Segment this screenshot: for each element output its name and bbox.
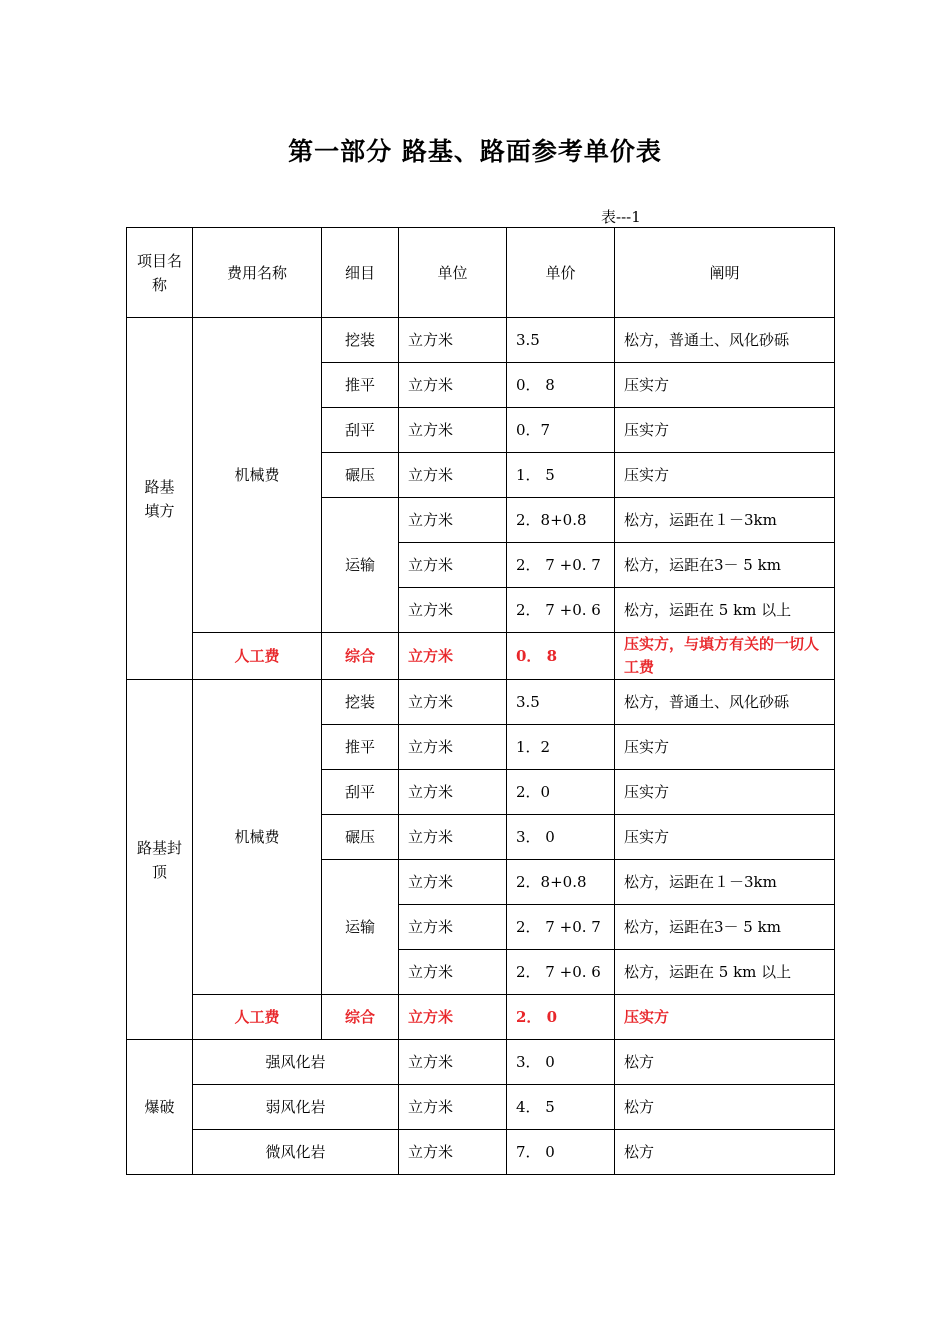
labor-row bbox=[127, 633, 835, 680]
unit-cell: 立方米 bbox=[399, 498, 507, 543]
item-cell: 刮平 bbox=[322, 770, 399, 815]
note-cell: 压实方，与填方有关的一切人工费 bbox=[615, 633, 835, 680]
unit-cell: 立方米 bbox=[399, 453, 507, 498]
unit-cell: 立方米 bbox=[399, 1040, 507, 1085]
price-cell: 0． 8 bbox=[507, 633, 615, 680]
note-cell: 压实方 bbox=[615, 815, 835, 860]
header-cost-name: 费用名称 bbox=[193, 228, 322, 318]
price-cell: 0．7 bbox=[507, 408, 615, 453]
price-cell: 3.5 bbox=[507, 680, 615, 725]
unit-cell: 立方米 bbox=[399, 1085, 507, 1130]
note-cell: 压实方 bbox=[615, 995, 835, 1040]
header-item: 细目 bbox=[322, 228, 399, 318]
item-cell: 刮平 bbox=[322, 408, 399, 453]
note-cell: 松方，普通土、风化砂砾 bbox=[615, 318, 835, 363]
unit-cell: 立方米 bbox=[399, 770, 507, 815]
price-cell: 2．8+0.8 bbox=[507, 860, 615, 905]
unit-cell: 立方米 bbox=[399, 680, 507, 725]
table-number: 表---1 bbox=[601, 208, 641, 226]
note-cell: 压实方 bbox=[615, 453, 835, 498]
transport-label: 运输 bbox=[322, 498, 399, 633]
price-cell: 4． 5 bbox=[507, 1085, 615, 1130]
header-note: 阐明 bbox=[615, 228, 835, 318]
note-cell: 松方 bbox=[615, 1130, 835, 1175]
note-cell: 松方，运距在3－ 5 km bbox=[615, 543, 835, 588]
price-cell: 2． 7 +0. 7 bbox=[507, 905, 615, 950]
unit-cell: 立方米 bbox=[399, 905, 507, 950]
unit-cell: 立方米 bbox=[399, 860, 507, 905]
labor-cost-label: 人工费 bbox=[193, 633, 322, 680]
note-cell: 松方，运距在3－ 5 km bbox=[615, 905, 835, 950]
machine-cost-label: 机械费 bbox=[193, 318, 322, 633]
note-cell: 压实方 bbox=[615, 725, 835, 770]
project-fill: 路基 填方 bbox=[127, 318, 193, 680]
header-row bbox=[127, 228, 835, 318]
note-cell: 松方 bbox=[615, 1040, 835, 1085]
price-table bbox=[126, 227, 835, 1175]
price-cell: 1．2 bbox=[507, 725, 615, 770]
header-unit: 单位 bbox=[399, 228, 507, 318]
item-cell: 推平 bbox=[322, 363, 399, 408]
labor-row bbox=[127, 995, 835, 1040]
price-cell: 2．0 bbox=[507, 770, 615, 815]
note-cell: 松方，运距在１－3km bbox=[615, 498, 835, 543]
price-cell: 3.5 bbox=[507, 318, 615, 363]
rock-type-cell: 强风化岩 bbox=[193, 1040, 399, 1085]
rock-type-cell: 弱风化岩 bbox=[193, 1085, 399, 1130]
unit-cell: 立方米 bbox=[399, 995, 507, 1040]
unit-cell: 立方米 bbox=[399, 543, 507, 588]
table-row bbox=[127, 1130, 835, 1175]
note-cell: 松方 bbox=[615, 1085, 835, 1130]
unit-cell: 立方米 bbox=[399, 318, 507, 363]
price-cell: 2． 7 +0. 6 bbox=[507, 950, 615, 995]
note-cell: 压实方 bbox=[615, 363, 835, 408]
note-cell: 压实方 bbox=[615, 770, 835, 815]
note-cell: 压实方 bbox=[615, 408, 835, 453]
unit-cell: 立方米 bbox=[399, 408, 507, 453]
labor-cost-label: 人工费 bbox=[193, 995, 322, 1040]
page-title: 第一部分 路基、路面参考单价表 bbox=[288, 137, 662, 166]
price-cell: 1． 5 bbox=[507, 453, 615, 498]
note-cell: 松方，普通土、风化砂砾 bbox=[615, 680, 835, 725]
header-price: 单价 bbox=[507, 228, 615, 318]
unit-cell: 立方米 bbox=[399, 1130, 507, 1175]
item-cell: 推平 bbox=[322, 725, 399, 770]
rock-type-cell: 微风化岩 bbox=[193, 1130, 399, 1175]
unit-cell: 立方米 bbox=[399, 588, 507, 633]
note-cell: 松方，运距在 5 km 以上 bbox=[615, 950, 835, 995]
unit-cell: 立方米 bbox=[399, 950, 507, 995]
unit-cell: 立方米 bbox=[399, 725, 507, 770]
price-cell: 2．8+0.8 bbox=[507, 498, 615, 543]
item-cell: 挖装 bbox=[322, 318, 399, 363]
table-row bbox=[127, 680, 835, 725]
price-cell: 2． 7 +0. 7 bbox=[507, 543, 615, 588]
note-cell: 松方，运距在１－3km bbox=[615, 860, 835, 905]
table-row bbox=[127, 318, 835, 363]
unit-cell: 立方米 bbox=[399, 363, 507, 408]
item-cell: 综合 bbox=[322, 633, 399, 680]
item-cell: 综合 bbox=[322, 995, 399, 1040]
table-row bbox=[127, 1085, 835, 1130]
price-cell: 2． 7 +0. 6 bbox=[507, 588, 615, 633]
price-cell: 7． 0 bbox=[507, 1130, 615, 1175]
price-cell: 3． 0 bbox=[507, 1040, 615, 1085]
unit-cell: 立方米 bbox=[399, 815, 507, 860]
table-row bbox=[127, 1040, 835, 1085]
item-cell: 碾压 bbox=[322, 453, 399, 498]
item-cell: 挖装 bbox=[322, 680, 399, 725]
machine-cost-label: 机械费 bbox=[193, 680, 322, 995]
item-cell: 碾压 bbox=[322, 815, 399, 860]
price-cell: 2． 0 bbox=[507, 995, 615, 1040]
project-top: 路基封顶 bbox=[127, 680, 193, 1040]
price-cell: 0． 8 bbox=[507, 363, 615, 408]
note-cell: 松方，运距在 5 km 以上 bbox=[615, 588, 835, 633]
unit-cell: 立方米 bbox=[399, 633, 507, 680]
price-cell: 3． 0 bbox=[507, 815, 615, 860]
transport-label: 运输 bbox=[322, 860, 399, 995]
project-blast: 爆破 bbox=[127, 1040, 193, 1175]
header-project: 项目名称 bbox=[127, 228, 193, 318]
